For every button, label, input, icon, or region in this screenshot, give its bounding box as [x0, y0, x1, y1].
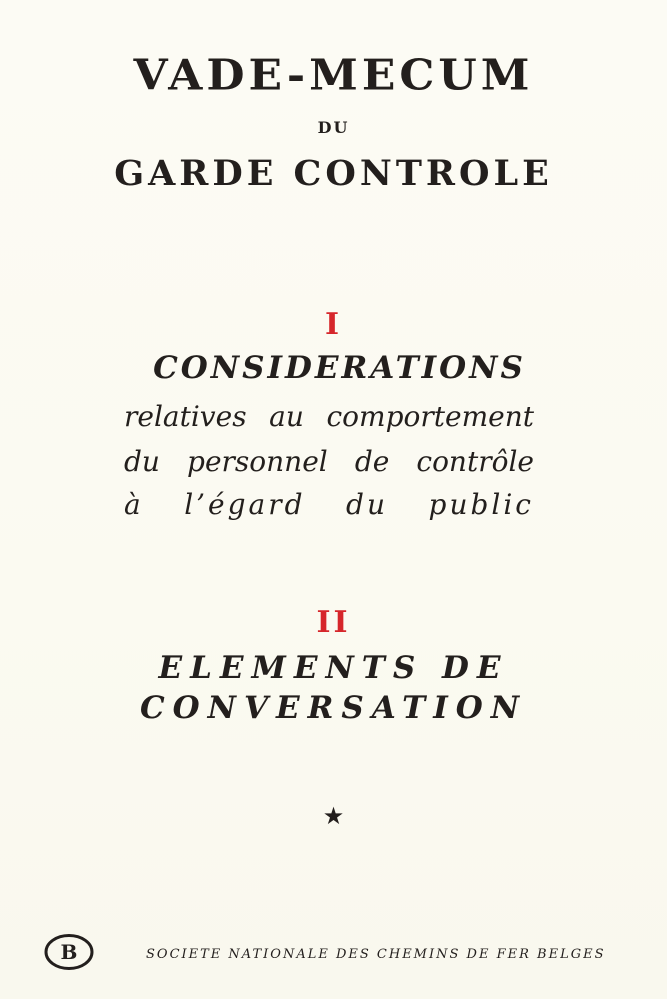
section-2-heading-line-2: CONVERSATION	[139, 690, 528, 726]
document-subtitle: GARDE CONTROLE	[114, 153, 553, 194]
logo-letter: B	[60, 940, 78, 964]
title-connector: DU	[317, 118, 350, 137]
section-1-line-2: du personnel de contrôle	[124, 445, 534, 478]
star-ornament-icon: ★	[322, 802, 345, 830]
publisher-name: SOCIETE NATIONALE DES CHEMINS DE FER BELGES	[146, 947, 606, 962]
section-1-numeral: I	[324, 307, 343, 342]
section-1-heading: CONSIDERATIONS	[153, 350, 526, 386]
section-1-line-3: à l’égard du public	[124, 488, 534, 521]
section-2-heading-line-1: ELEMENTS DE	[158, 650, 509, 686]
document-title: VADE-MECUM	[133, 51, 534, 100]
section-2-numeral: II	[316, 605, 351, 640]
sncb-logo-icon	[44, 932, 94, 972]
section-1-line-1: relatives au comportement	[124, 400, 534, 433]
